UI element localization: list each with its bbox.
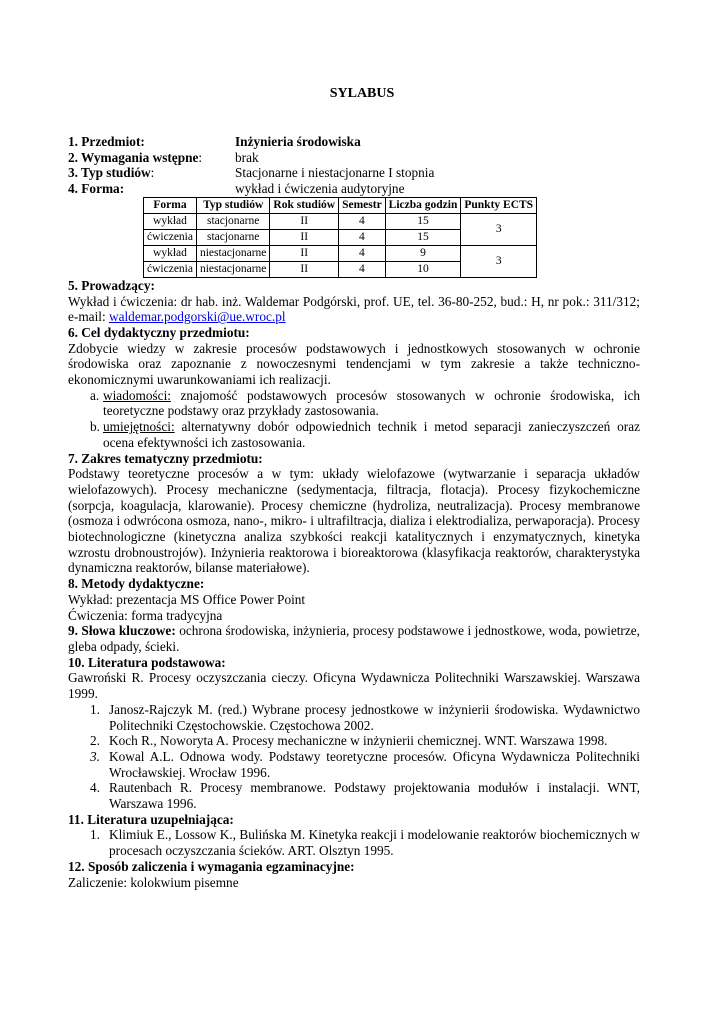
list-text [103,419,640,450]
table-cell: 4 [339,229,386,245]
list-marker: 1. [90,827,100,843]
table-cell-ects: 3 [461,245,537,277]
table-cell: II [270,245,339,261]
section-slowa-kluczowe [68,623,640,654]
info-value: wykład i ćwiczenia audytoryjne [235,181,405,197]
table-cell: ćwiczenia [144,229,197,245]
keywords-text: ochrona środowiska, inżynieria, procesy podstawowe i jednostkowe, woda, powietrze, gleba odpady, ścieki. [68,623,640,654]
info-value: brak [235,149,259,165]
email-link[interactable]: waldemar.podgorski@ue.wroc.pl [108,309,286,325]
table-header-cell: Forma [144,197,197,213]
list-item [90,388,640,419]
info-label-colon: : [198,149,203,165]
list-item [90,749,640,780]
list-item [90,419,640,450]
list-text [103,388,640,419]
list-item [90,702,640,733]
table-cell: II [270,229,339,245]
table-cell: 4 [339,261,386,277]
list-text: Kowal A.L. Odnowa wody. Podstawy teoretyczne procesów. Oficyna Wydawnicza Politechniki Wrocławskiej. Wrocław 1996. [109,748,640,780]
list-term: wiadomości: [103,387,171,403]
info-row-typ [68,165,640,181]
list-marker: b. [90,419,100,435]
list-term: umiejętności: [103,419,175,435]
info-value: Inżynieria środowiska [235,134,361,149]
info-label [68,165,235,181]
list-marker: a. [90,387,100,403]
table-header-cell: Semestr [339,197,386,213]
info-row-wymagania [68,150,640,166]
table-cell: wykład [144,245,197,261]
table-row [144,213,537,229]
section-text-cel: Zdobycie wiedzy w zakresie procesów podstawowych i jednostkowych stosowanych w ochronie środowiska oraz zapoznanie z nowoczesnymi tendencjami w tym zakresie a także techniczno-ekonomicznymi uwarunkowaniami ich realizacji. [68,340,640,388]
list-item [90,827,640,858]
table-cell: 15 [385,229,461,245]
info-label-colon: : [150,165,155,181]
list-text: Janosz-Rajczyk M. (red.) Wybrane procesy jednostkowe w inżynierii środowiska. Wydawnictwo Politechniki Częstochowskie. Częstochowa 2002. [109,701,640,733]
list-description: znajomość podstawowych procesów stosowanych w ochronie środowiska, ich teoretyczne podstawy oraz przykłady zastosowania. [103,387,640,419]
table-cell-ects: 3 [461,213,537,245]
section-heading-literatura: 10. Literatura podstawowa: [68,654,226,670]
section-heading-prowadzacy: 5. Prowadzący: [68,277,155,293]
section-line: Wykład: prezentacja MS Office Power Point [68,591,306,607]
table-header-cell: Liczba godzin [385,197,461,213]
table-cell: stacjonarne [196,213,269,229]
table-cell: II [270,261,339,277]
list-item [90,733,640,749]
list-text: Klimiuk E., Lossow K., Bulińska M. Kinetyka reakcji i modelowanie reaktorów biochemicznych w procesach oczyszczania ścieków. ART. Olsztyn 1995. [109,827,640,859]
table-cell: stacjonarne [196,229,269,245]
info-label: 4. Forma: [68,181,125,197]
section-heading-zakres: 7. Zakres tematyczny przedmiotu: [68,450,263,466]
info-label: 1. Przedmiot: [68,134,145,149]
lecturer-text: Wykład i ćwiczenia: dr hab. inż. Waldemar Podgórski, prof. UE, tel. 36-80-252, bud.: H, nr pok.: 311/312; e-mail: [68,293,640,325]
section-heading-cel: 6. Cel dydaktyczny przedmiotu: [68,324,250,340]
table-cell: II [270,213,339,229]
list-marker: 2. [90,733,100,749]
table-header-row [144,197,537,213]
list-marker: 1. [90,701,100,717]
syllabus-body [68,134,640,890]
table-header-cell: Typ studiów [196,197,269,213]
table-header-cell: Rok studiów [270,197,339,213]
table-cell: wykład [144,213,197,229]
info-value: Stacjonarne i niestacjonarne I stopnia [235,165,435,181]
table-row [144,245,537,261]
table-cell: ćwiczenia [144,261,197,277]
list-marker: 3. [90,748,100,764]
forma-table [143,197,537,278]
section-heading-slowa: 9. Słowa kluczowe: [68,623,176,639]
table-cell: 4 [339,245,386,261]
table-header-cell: Punkty ECTS [461,197,537,213]
section-text-prowadzacy [68,294,640,325]
document-title: SYLABUS [329,86,395,101]
table-cell: 15 [385,213,461,229]
info-row-przedmiot [68,134,640,150]
literature-intro: Gawroński R. Procesy oczyszczania cieczy. Oficyna Wydawnicza Politechniki Warszawskiej. Warszawa 1999. [68,670,640,702]
section-heading-metody: 8. Metody dydaktyczne: [68,576,205,592]
table-cell: 10 [385,261,461,277]
list-item [90,780,640,811]
section-heading-literatura-uzup: 11. Literatura uzupełniająca: [68,811,234,827]
table-cell: 4 [339,213,386,229]
table-cell: niestacjonarne [196,261,269,277]
section-text-zaliczenie: Zaliczenie: kolokwium pisemne [68,874,239,890]
info-label-text: 2. Wymagania wstępne [68,149,199,165]
section-line: Ćwiczenia: forma tradycyjna [68,607,223,623]
info-label-text: 3. Typ studiów [68,165,151,181]
info-row-forma [68,181,640,197]
list-marker: 4. [90,780,100,796]
list-description: alternatywny dobór odpowiednich technik i metod separacji zanieczyszczeń oraz ocena efektywności ich zastosowania. [103,419,640,450]
list-text: Rautenbach R. Procesy membranowe. Podstawy projektowania modułów i instalacji. WNT, Warszawa 1996. [109,780,640,812]
list-text: Koch R., Noworyta A. Procesy mechaniczne w inżynierii chemicznej. WNT. Warszawa 1998. [109,733,608,749]
info-label [68,150,235,166]
table-cell: niestacjonarne [196,245,269,261]
section-heading-zaliczenie: 12. Sposób zaliczenia i wymagania egzaminacyjne: [68,858,355,874]
section-text-zakres: Podstawy teoretyczne procesów a w tym: układy wielofazowe (wytwarzanie i separacja układów wielofazowych). Procesy mechaniczne (sedymentacja, filtracja, flotacja). Procesy fizykochemiczne (sorpcja, koagulacja, klarowanie). Procesy chemiczne (hydroliza, neutralizacja). Procesy membranowe (osmoza i odwrócona osmoza, nano-, mikro- i ultrafiltracja, dializa i elektrodializa, perwaporacja). Procesy biotechnologiczne (kinetyczna analiza szybkości reakcji katalitycznych i enzymatycznych, kinetyka wzrostu drobnoustrojów). Inżynieria reaktorowa i bioreaktorowa (klasyfikacja reaktorów, charakterystyka dynamiczna reaktorów, bilanse materiałowe). [68,466,640,576]
table-cell: 9 [385,245,461,261]
